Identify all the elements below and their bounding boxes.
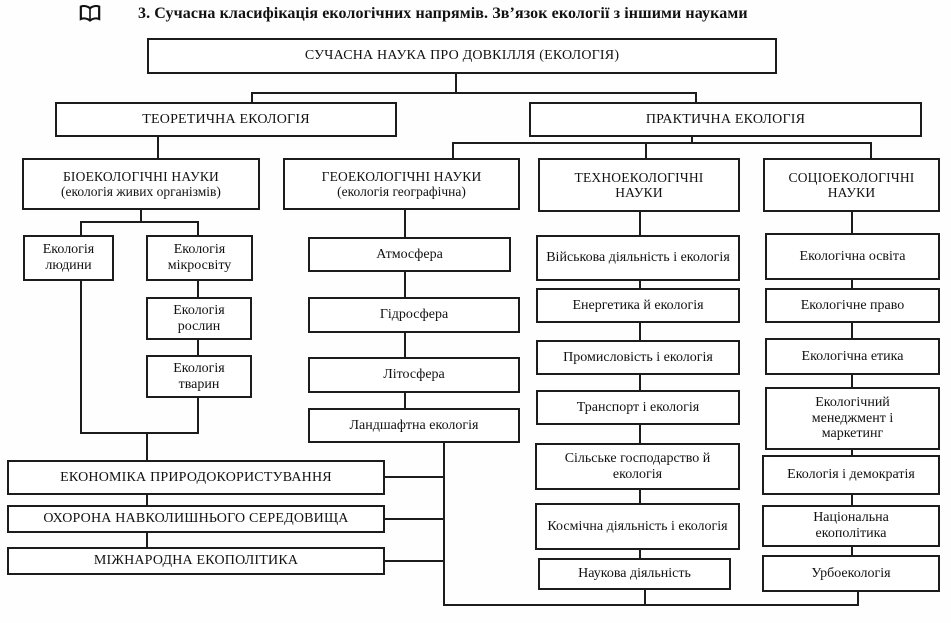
connector-socio-education (851, 211, 853, 233)
category-title: ГЕОЕКОЛОГІЧНІ НАУКИ (321, 168, 482, 184)
connector-military-energy (639, 281, 641, 288)
connector-techno-drop (645, 143, 647, 158)
connector-protection-international (146, 533, 148, 547)
node-geoecological-sciences (283, 158, 520, 210)
node-ecology-democracy: Екологія і демократія (762, 455, 940, 495)
connector-transport-agriculture (639, 425, 641, 443)
connector-energy-industry (639, 323, 641, 340)
node-energy-ecology: Енергетика й екологія (536, 288, 740, 323)
node-landscape-ecology: Ландшафтна екологія (308, 408, 520, 443)
category-subtitle: (екологія географічна) (337, 184, 466, 199)
connector-bio-bottom-branch (80, 432, 199, 434)
connector-protection-stub (385, 518, 445, 520)
connector-education-law (851, 280, 853, 288)
node-ecological-management-marketing: Екологічний менеджмент і маркетинг (765, 387, 940, 450)
connector-national-urban (851, 547, 853, 555)
connector-space-science (639, 550, 641, 558)
connector-practical-drop (695, 92, 697, 102)
connector-geo-atmosphere (404, 210, 406, 237)
connector-landscape-trunk (443, 443, 445, 606)
page-title: 3. Сучасна класифікація екологічних напрямів. Зв’язок екології з іншими науками (138, 5, 748, 22)
connector-hydrosphere-lithosphere (404, 333, 406, 357)
node-ecological-ethics: Екологічна етика (765, 338, 940, 375)
node-bioecological-sciences (22, 158, 260, 210)
connector-science-riser (644, 590, 646, 604)
category-title: БІОЕКОЛОГІЧНІ НАУКИ (62, 168, 219, 184)
connector-techno-military (639, 211, 641, 235)
node-socioecological-sciences: СОЦІОЕКОЛОГІЧНІ НАУКИ (763, 158, 940, 212)
node-nature-use-economics: ЕКОНОМІКА ПРИРОДОКОРИСТУВАННЯ (7, 460, 385, 495)
node-hydrosphere: Гідросфера (308, 297, 520, 333)
connector-human-drop (80, 222, 82, 235)
node-science-activity: Наукова діяльність (538, 558, 731, 590)
node-environment-protection: ОХОРОНА НАВКОЛИШНЬОГО СЕРЕДОВИЩА (7, 505, 385, 533)
connector-human-long-drop (80, 281, 82, 434)
node-human-ecology: Екологія людини (23, 235, 114, 281)
category-subtitle: (екологія живих організмів) (61, 184, 221, 199)
connector-economics-protection (146, 495, 148, 505)
connector-urban-riser (857, 592, 859, 604)
connector-atmosphere-hydrosphere (404, 272, 406, 297)
node-plant-ecology: Екологія рослин (146, 297, 252, 340)
connector-industry-transport (639, 375, 641, 390)
connector-level2-branch (251, 92, 697, 94)
node-transport-ecology: Транспорт і екологія (536, 390, 740, 425)
node-atmosphere: Атмосфера (308, 237, 511, 272)
node-technoecological-sciences: ТЕХНОЕКОЛОГІЧНІ НАУКИ (538, 158, 740, 212)
node-lithosphere: Літосфера (308, 357, 520, 393)
node-industry-ecology: Промисловість і екологія (536, 340, 740, 375)
connector-bio-branch (80, 221, 199, 223)
node-space-ecology: Космічна діяльність і екологія (535, 503, 740, 550)
open-book-icon (79, 5, 101, 22)
connector-root-drop (455, 74, 457, 93)
connector-agriculture-space (639, 490, 641, 503)
connector-geo-drop (452, 143, 454, 158)
node-military-ecology: Військова діяльність і екологія (536, 235, 740, 281)
connector-bottom-bus (443, 604, 859, 606)
connector-democracy-national (851, 495, 853, 505)
node-agriculture-ecology: Сільське господарство й екологія (535, 443, 740, 490)
connector-economics-riser (146, 433, 148, 460)
connector-theoretical-bio (157, 137, 159, 158)
connector-plant-animal (197, 340, 199, 355)
node-international-ecopolicy: МІЖНАРОДНА ЕКОПОЛІТИКА (7, 547, 385, 575)
connector-animal-drop (197, 398, 199, 434)
node-ecological-education: Екологічна освіта (765, 233, 940, 280)
connector-management-democracy (851, 450, 853, 455)
node-urban-ecology: Урбоекологія (762, 555, 940, 592)
connector-theoretical-drop (251, 92, 253, 102)
node-microworld-ecology: Екологія мікросвіту (146, 235, 253, 281)
node-modern-environment-science: СУЧАСНА НАУКА ПРО ДОВКІЛЛЯ (ЕКОЛОГІЯ) (147, 38, 777, 74)
connector-microworld-drop (197, 222, 199, 235)
connector-international-stub (385, 560, 445, 562)
connector-socio-drop (870, 143, 872, 158)
node-ecological-law: Екологічне право (765, 288, 940, 323)
node-practical-ecology: ПРАКТИЧНА ЕКОЛОГІЯ (529, 102, 922, 137)
node-animal-ecology: Екологія тварин (146, 355, 252, 398)
node-theoretical-ecology: ТЕОРЕТИЧНА ЕКОЛОГІЯ (55, 102, 397, 137)
connector-ethics-management (851, 375, 853, 387)
connector-law-ethics (851, 323, 853, 338)
connector-economics-stub (385, 476, 445, 478)
connector-microworld-plant (197, 281, 199, 297)
connector-lithosphere-landscape (404, 393, 406, 408)
connector-practical-branch (452, 142, 872, 144)
node-national-ecopolicy: Національна екополітика (762, 505, 940, 547)
